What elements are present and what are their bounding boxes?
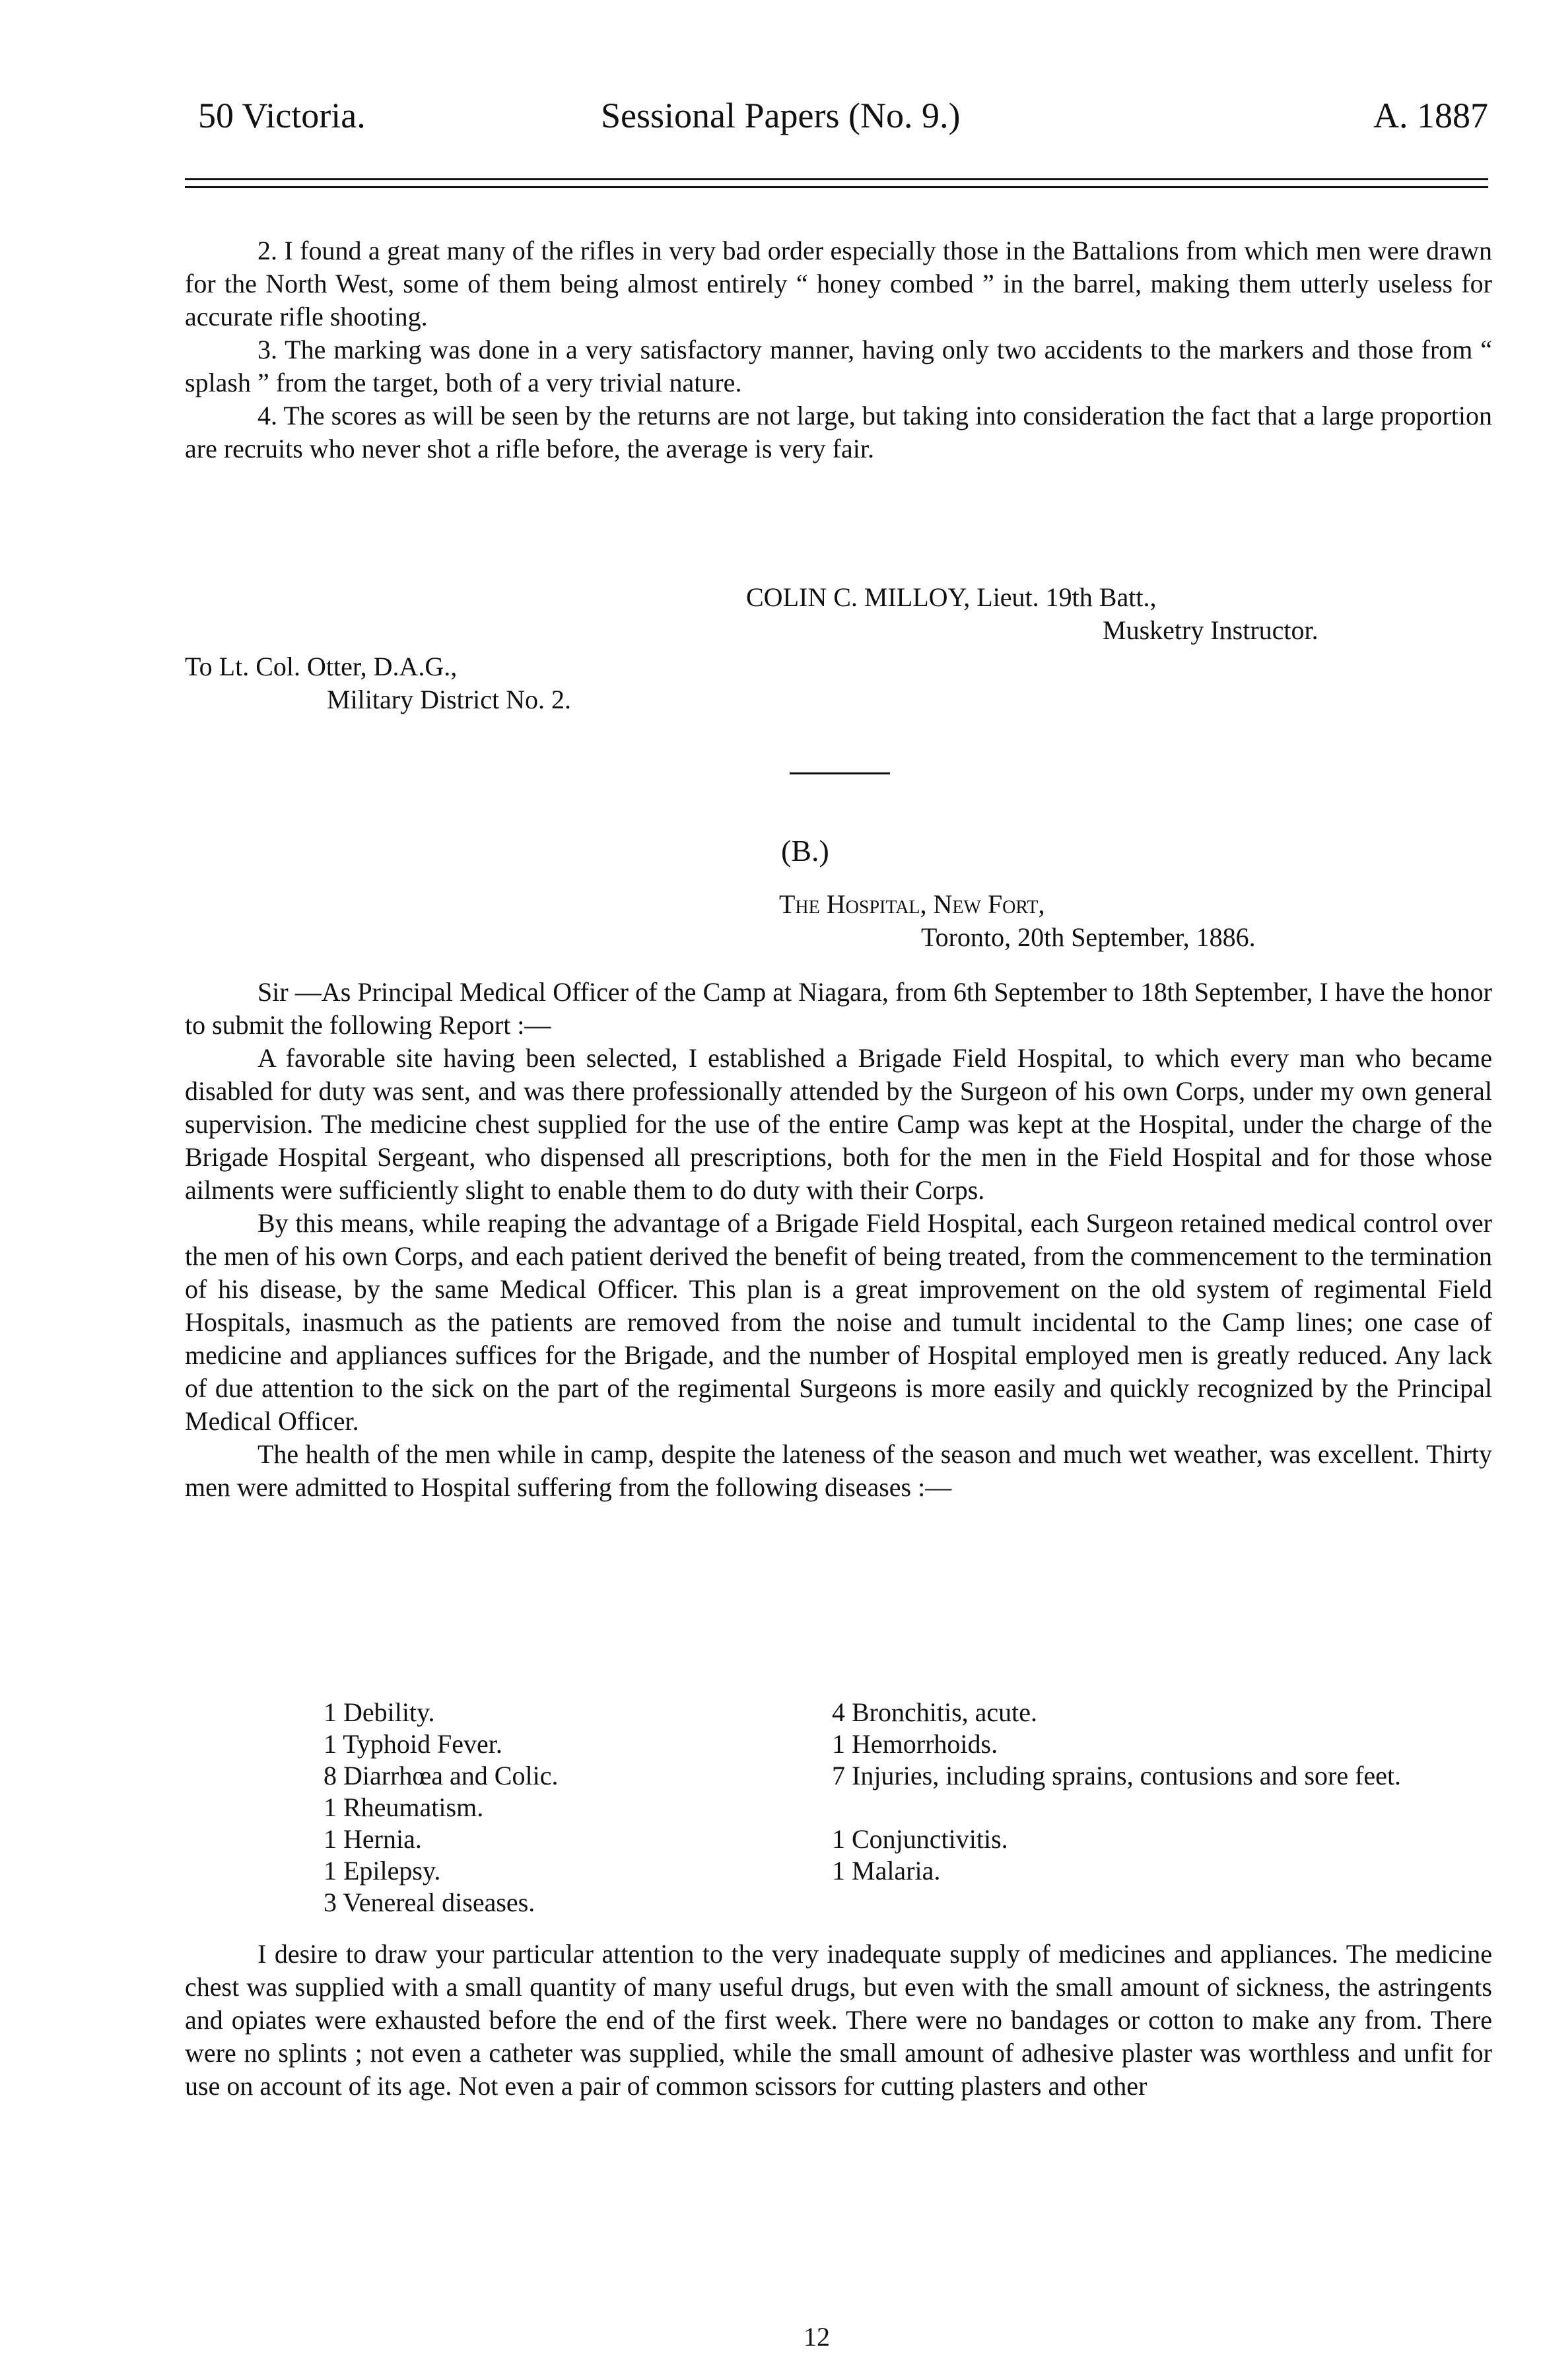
disease-item: 1 Rheumatism. bbox=[324, 1792, 484, 1822]
paragraph-4: 4. The scores as will be seen by the returns are not large, but taking into consideration the fact that a large proportion are recruits who never shot a rifle before, the average is very fair. bbox=[185, 401, 1492, 463]
section-label: (B.) bbox=[781, 834, 829, 867]
health-paragraph: The health of the men while in camp, despite the lateness of the season and much wet weather, was excellent. Thirty men were admitted to Hospital suffering from the following diseases :— bbox=[185, 1439, 1492, 1502]
system-paragraph: By this means, while reaping the advantage of a Brigade Field Hospital, each Surgeon retained medical control over the men of his own Corps, and each patient derived the benefit of being treated, from the commencement to the termination of his disease, by the same Medical Officer. This plan is a great improvement on the old system of regimental Field Hospitals, inasmuch as the patients are removed from the noise and tumult incidental to the Camp lines; one case of medicine and appliances suffices for the Brigade, and the number of Hospital employed men is greatly reduced. Any lack of due attention to the sick on the part of the regimental Surgeons is more easily and quickly recognized by the Principal Medical Officer. bbox=[185, 1208, 1492, 1436]
disease-item: 1 Malaria. bbox=[832, 1856, 941, 1886]
paragraph-3: 3. The marking was done in a very satisfactory manner, having only two accidents to the markers and those from “ splash ” from the target, both of a very trivial nature. bbox=[185, 335, 1492, 397]
report-a-body bbox=[185, 234, 1492, 465]
section-divider bbox=[790, 772, 890, 774]
letter-date: Toronto, 20th September, 1886. bbox=[921, 922, 1256, 952]
disease-item: 1 Typhoid Fever. bbox=[324, 1729, 502, 1759]
addressee-line2: Military District No. 2. bbox=[327, 685, 571, 714]
signature-name: COLIN C. MILLOY, Lieut. 19th Batt., bbox=[746, 582, 1157, 612]
report-b-body-continued bbox=[185, 1938, 1492, 2103]
disease-item: 3 Venereal diseases. bbox=[324, 1887, 535, 1917]
hospital-paragraph: A favorable site having been selected, I established a Brigade Field Hospital, to which every man who became disabled for duty was sent, and was there professionally attended by the Surgeon of his own Corps, under my own general supervision. The medicine chest supplied for the use of the entire Camp was kept at the Hospital, under the charge of the Brigade Hospital Sergeant, who dispensed all prescriptions, both for the men in the Field Hospital and for those whose ailments were sufficiently slight to enable them to do duty with their Corps. bbox=[185, 1043, 1492, 1205]
diseases-left-column bbox=[324, 1697, 558, 1919]
page-header bbox=[198, 92, 1488, 139]
signature-title: Musketry Instructor. bbox=[1103, 615, 1318, 645]
header-rule-bottom bbox=[185, 186, 1488, 188]
disease-item: 1 Epilepsy. bbox=[324, 1856, 441, 1886]
header-rule-top bbox=[185, 178, 1488, 180]
disease-item: 1 Debility. bbox=[324, 1697, 435, 1727]
disease-item: 1 Conjunctivitis. bbox=[832, 1824, 1008, 1854]
disease-item: 1 Hernia. bbox=[324, 1824, 422, 1854]
addressee-line1: To Lt. Col. Otter, D.A.G., bbox=[185, 652, 458, 681]
report-b-body bbox=[185, 976, 1492, 1504]
letter-place: The Hospital, New Fort, bbox=[779, 889, 1045, 919]
page-number: 12 bbox=[804, 2322, 830, 2352]
disease-item: 7 Injuries, including sprains, contusions and sore feet. bbox=[832, 1761, 1402, 1790]
header-session: 50 Victoria. bbox=[198, 96, 366, 135]
disease-item: 4 Bronchitis, acute. bbox=[832, 1697, 1038, 1727]
paragraph-2: 2. I found a great many of the rifles in very bad order especially those in the Battalions from which men were drawn for the North West, some of them being almost entirely “ honey combed ” in the barrel, making them utterly useless for accurate rifle shooting. bbox=[185, 236, 1492, 331]
salutation-paragraph: Sir —As Principal Medical Officer of the Camp at Niagara, from 6th September to 18th September, I have the honor to submit the following Report :— bbox=[185, 977, 1492, 1040]
diseases-right-column bbox=[832, 1697, 1492, 1887]
header-year: A. 1887 bbox=[1373, 96, 1488, 135]
disease-item: 1 Hemorrhoids. bbox=[832, 1729, 998, 1759]
disease-item: 8 Diarrhœa and Colic. bbox=[324, 1761, 559, 1790]
supply-paragraph: I desire to draw your particular attention to the very inadequate supply of medicines and appliances. The medicine chest was supplied with a small quantity of many useful drugs, but even with the small amount of sickness, the astringents and opiates were exhausted before the end of the first week. There were no bandages or cotton to make any from. There were no splints ; not even a catheter was supplied, while the small amount of adhesive plaster was worthless and unfit for use on account of its age. Not even a pair of common scissors for cutting plasters and other bbox=[185, 1939, 1492, 2101]
header-title: Sessional Papers (No. 9.) bbox=[601, 96, 961, 135]
